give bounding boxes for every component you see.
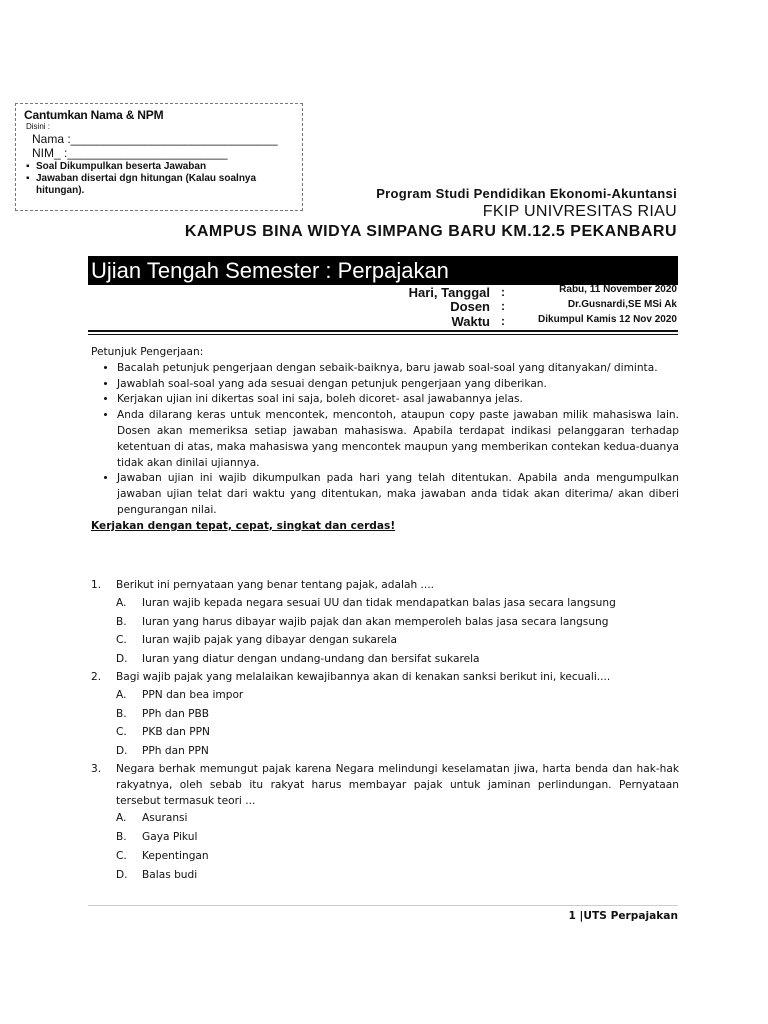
meta-label-lecturer: Dosen [450,299,490,314]
question [91,670,679,686]
question-block [91,762,679,885]
question-block [91,578,679,669]
info-box-notes [24,161,294,197]
answer-option[interactable] [116,742,679,761]
option-letter: A. [116,812,127,825]
option-text: Iuran yang harus dibayar wajib pajak dan akan memperoleh balas jasa secara langsung [142,615,609,628]
option-letter: B. [116,831,127,844]
answer-option[interactable] [116,723,679,742]
meta-value-time: Dikumpul Kamis 12 Nov 2020 [538,314,677,325]
option-text: PPN dan bea impor [142,688,244,701]
meta-value-date: Rabu, 11 November 2020 [559,284,677,295]
option-letter: B. [116,615,127,628]
question-text: Berikut ini pernyataan yang benar tentang pajak, adalah .... [116,579,434,591]
question [91,762,679,809]
answer-option[interactable] [116,686,679,705]
option-letter: A. [116,596,127,609]
option-text: PPh dan PPN [142,745,209,758]
option-list [91,809,679,884]
study-program: Program Studi Pendidikan Ekonomi-Akuntansi [376,186,677,201]
question-number: 1. [91,579,102,591]
option-letter: D. [116,868,128,881]
question-block [91,670,679,761]
info-note: ▪ Soal Dikumpulkan beserta Jawaban [36,161,294,173]
option-letter: C. [116,634,127,647]
instructions-list [91,361,679,519]
question-number: 3. [91,762,102,775]
answer-option[interactable] [116,847,679,866]
question [91,578,679,594]
student-info-box [15,103,303,211]
option-letter: A. [116,688,127,701]
option-text: Asuransi [142,812,188,825]
instruction-item: • Bacalah petunjuk pengerjaan dengan sebaik-baiknya, baru jawab soal-soal yang ditanyakan/ diminta. [117,361,679,377]
option-list [91,686,679,761]
exam-title-banner: Ujian Tengah Semester : Perpajakan [88,256,678,285]
option-text: Kepentingan [142,849,209,862]
question-text: Negara berhak memungut pajak karena Negara melindungi keselamatan jiwa, harta benda dan hak-hak rakyatnya, oleh sebab itu rakyat harus membayar pajak untuk jaminan perlindungan. Pernyataan tersebut termasuk teori ... [116,762,679,807]
footer-separator: | [579,910,584,922]
answer-option[interactable] [116,650,679,669]
npm-field[interactable]: NIM_ :________________________ [32,146,228,160]
answer-option[interactable] [116,631,679,650]
page-footer [568,910,678,922]
header-divider [88,330,678,332]
option-text: Iuran wajib pajak yang dibayar dengan sukarela [142,634,397,647]
instructions-closing: Kerjakan dengan tepat, cepat, singkat dan cerdas! [91,519,396,532]
meta-label-time: Waktu [451,314,490,329]
instruction-item: • Jawaban ujian ini wajib dikumpulkan pada hari yang telah ditentukan. Apabila anda mengumpulkan jawaban ujian telat dari waktu yang ditentukan, maka jawaban anda tidak akan diterima/ akan diberi pengurangan nilai. [117,471,679,518]
info-note: ▪ Jawaban disertai dgn hitungan (Kalau soalnya hitungan). [36,173,294,197]
option-list [91,594,679,669]
option-text: PKB dan PPN [142,726,210,739]
faculty-name: FKIP UNIVRESITAS RIAU [482,203,677,220]
answer-option[interactable] [116,705,679,724]
meta-colon: : [501,299,505,313]
option-text: Gaya Pikul [142,831,198,844]
answer-option[interactable] [116,594,679,613]
answer-option[interactable] [116,866,679,885]
option-letter: C. [116,726,127,739]
campus-address: KAMPUS BINA WIDYA SIMPANG BARU KM.12.5 PEKANBARU [184,223,677,240]
meta-value-lecturer: Dr.Gusnardi,SE MSi Ak [567,299,677,310]
instruction-item: • Jawablah soal-soal yang ada sesuai dengan petunjuk pengerjaan yang diberikan. [117,377,679,393]
option-text: Iuran yang diatur dengan undang-undang dan bersifat sukarela [142,653,480,666]
option-letter: D. [116,653,128,666]
instructions-heading: Petunjuk Pengerjaan: [91,346,204,358]
answer-option[interactable] [116,828,679,847]
meta-label-date: Hari, Tanggal [408,285,490,300]
option-letter: C. [116,849,127,862]
option-letter: B. [116,707,127,720]
footer-divider [88,905,678,906]
instruction-item: • Anda dilarang keras untuk mencontek, mencontoh, ataupun copy paste jawaban milik mahasiswa lain. Dosen akan memeriksa setiap jawaban mahasiswa. Apabila terdapat indikasi pelanggaran terhadap ketentuan di atas, maka mahasiswa yang mencontek maupun yang memberikan contekan kedua-duanya tidak akan dinilai ujiannya. [117,408,679,471]
info-box-title: Cantumkan Nama & NPM [24,108,164,122]
footer-label: UTS Perpajakan [583,910,678,922]
questions-section [91,578,679,886]
option-text: Iuran wajib kepada negara sesuai UU dan tidak mendapatkan balas jasa secara langsung [142,596,616,609]
info-box-subtitle: Disini : [26,122,51,131]
meta-colon: : [501,285,505,299]
option-letter: D. [116,745,128,758]
instruction-item: • Kerjakan ujian ini dikertas soal ini saja, boleh dicoret- asal jawabannya jelas. [117,392,679,408]
question-text: Bagi wajib pajak yang melalaikan kewajibannya akan di kenakan sanksi berikut ini, kecuali.... [116,670,611,683]
option-text: PPh dan PBB [142,707,210,720]
meta-colon: : [501,314,505,328]
question-number: 2. [91,670,102,683]
header-divider [88,334,678,335]
page-number: 1 [568,910,576,922]
name-field[interactable]: Nama :_______________________________ [32,132,278,146]
instructions-section [91,345,679,535]
answer-option[interactable] [116,613,679,632]
answer-option[interactable] [116,809,679,828]
option-text: Balas budi [142,868,198,881]
